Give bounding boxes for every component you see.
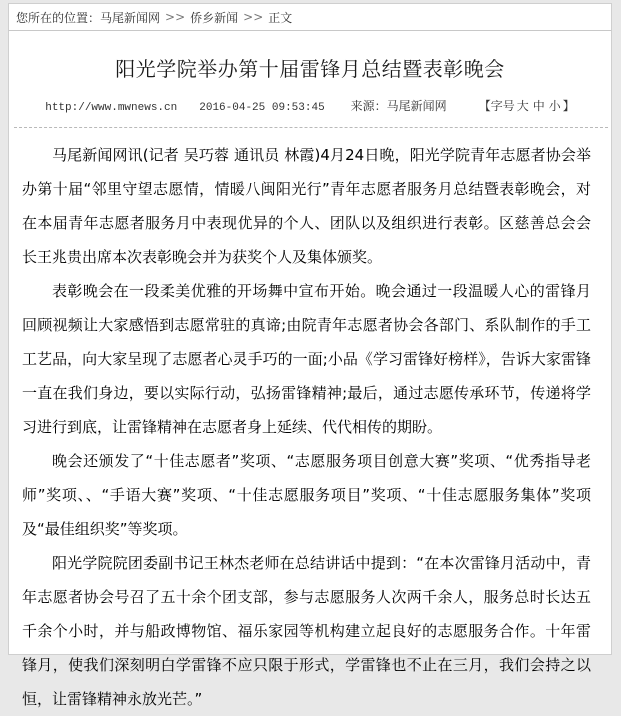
article-paragraph: 阳光学院院团委副书记王林杰老师在总结讲话中提到：“在本次雷锋月活动中，青年志愿者协会号召了五十余个团支部，参与志愿服务人次两千余人，服务总时长达五千余个小时，并与船政博物馆、福乐家园等机构建立起良好的志愿服务合作。十年雷锋月，使我们深刻明白学雷锋不应只限于形式，学雷锋也不止在三月，我们会持之以恒，让雷锋精神永放光芒。”: [22, 554, 591, 708]
breadcrumb-separator-icon: >>: [165, 10, 186, 24]
source-name: 来源：马尾新闻网: [350, 99, 447, 113]
article-paragraph: 晚会还颁发了“十佳志愿者”奖项、“志愿服务项目创意大赛”奖项、“优秀指导老师”奖项、、“手语大赛”奖项、“十佳志愿服务项目”奖项、“十佳志愿服务集体”奖项及“最佳组织奖”等奖项。: [22, 452, 591, 538]
breadcrumb-item-current: 正文: [268, 10, 293, 25]
article: [9, 31, 611, 716]
publish-datetime: 2016-04-25 09:53:45: [199, 102, 325, 114]
fontsize-label: 字号: [490, 99, 515, 113]
fontsize-open-bracket: 【: [478, 99, 491, 113]
breadcrumb-label: 您所在的位置：: [16, 10, 101, 25]
breadcrumb-separator-icon: >>: [243, 10, 264, 24]
fontsize-medium-button[interactable]: 中: [532, 99, 545, 113]
source-url-link[interactable]: http://www.mwnews.cn: [45, 102, 178, 114]
fontsize-large-button[interactable]: 大: [516, 99, 529, 113]
article-paragraph: 马尾新闻网讯(记者 吴巧蓉 通讯员 林霞)4月24日晚，阳光学院青年志愿者协会举办第十届“邻里守望志愿情，情暖八闽阳光行”青年志愿者服务月总结暨表彰晚会，对在本届青年志愿者服务月中表现优异的个人、团队以及组织进行表彰。区慈善总会会长王兆贵出席本次表彰晚会并为获奖个人及集体颁奖。: [22, 146, 591, 266]
breadcrumb-item-category[interactable]: 侨乡新闻: [190, 10, 239, 25]
article-paragraph: 表彰晚会在一段柔美优雅的开场舞中宣布开始。晚会通过一段温暖人心的雷锋月回顾视频让大家感悟到志愿常驻的真谛;由院青年志愿者协会各部门、系队制作的手工工艺品，向大家呈现了志愿者心灵手巧的一面;小品《学习雷锋好榜样》，告诉大家雷锋一直在我们身边，要以实际行动，弘扬雷锋精神;最后，通过志愿传承环节，传递将学习进行到底，让雷锋精神在志愿者身上延续、代代相传的期盼。: [22, 282, 591, 436]
fontsize-controls: [479, 97, 575, 114]
page-title: 阳光学院举办第十届雷锋月总结暨表彰晚会: [115, 57, 505, 81]
fontsize-close-bracket: 】: [562, 99, 575, 113]
article-body: [9, 128, 611, 716]
article-meta: [9, 83, 611, 114]
breadcrumb: [8, 3, 612, 31]
fontsize-small-button[interactable]: 小: [548, 99, 561, 113]
breadcrumb-item-site[interactable]: 马尾新闻网: [100, 10, 161, 25]
